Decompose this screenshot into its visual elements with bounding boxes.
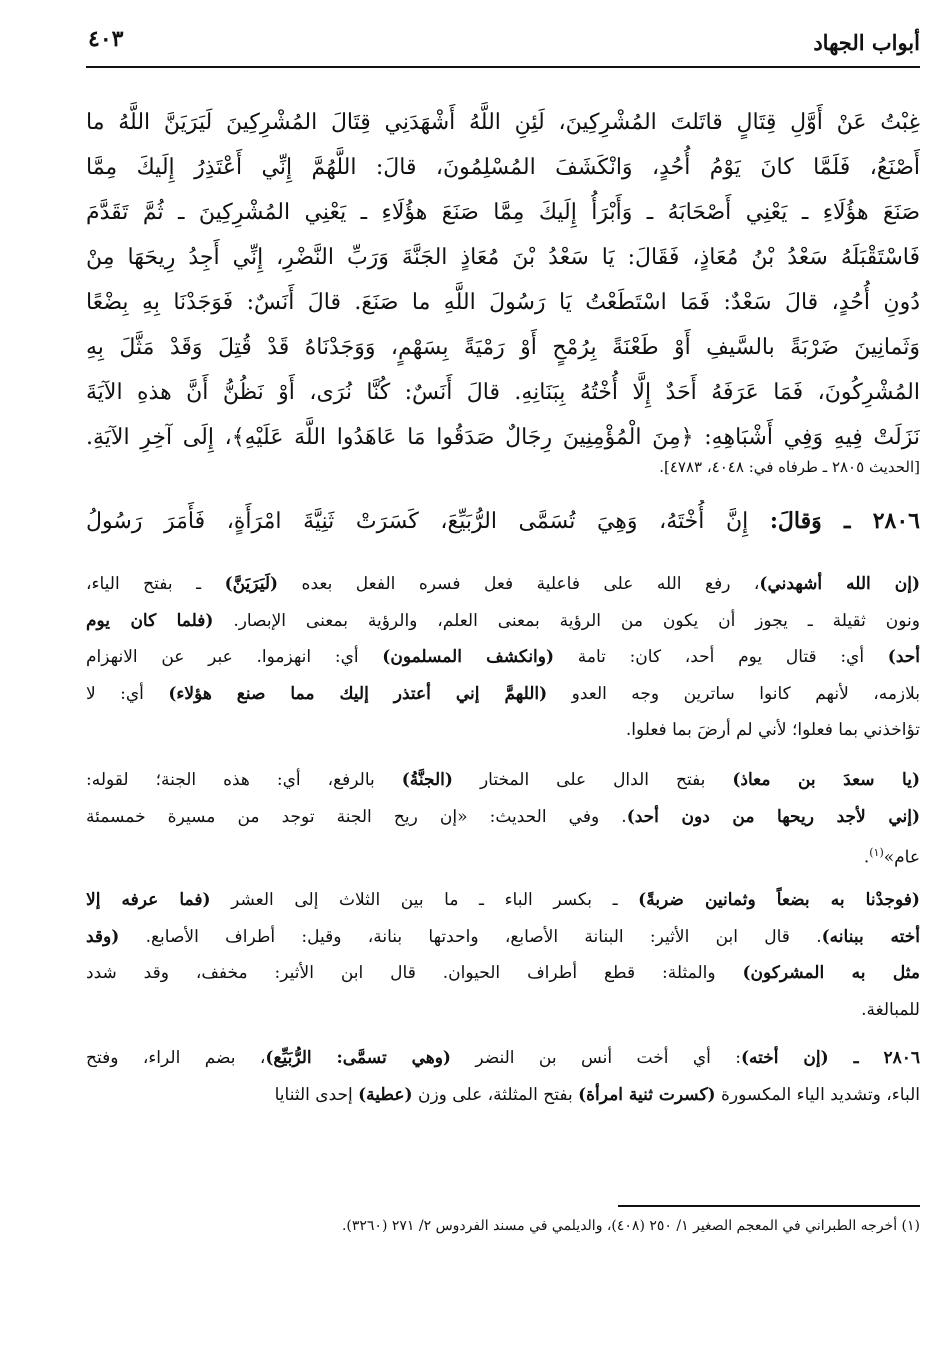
running-header-title: أبواب الجهاد (813, 30, 920, 55)
bold-lemma: (وقد (86, 926, 120, 947)
text-line (86, 603, 920, 640)
text-segment: المُشْرِكُونَ، فَمَا عَرَفَهُ أَحَدٌ إِلَّا أُخْتُهُ بِبَنَانِهِ. قالَ أَنَسٌ: كُنَّا نُرَى، أَوْ نَظُنُّ أَنَّ هذهِ الآيَةَ (86, 380, 920, 405)
text-segment: تؤاخذني بما فعلوا؛ لأني لم أرضَ بما فعلوا. (625, 720, 920, 740)
text-line (86, 566, 920, 603)
bold-lemma: (عطية) (358, 1084, 413, 1105)
footnote-text: (١) أخرجه الطبراني في المعجم الصغير ١/ ٢٥٠ (٤٠٨)، والديلمي في مسند الفردوس ٢/ ٢٧١ (٣٢٦٠). (341, 1218, 920, 1234)
footnote-divider (618, 1205, 920, 1207)
text-segment: ، بضم الراء، وفتح (86, 1048, 266, 1068)
text-line (86, 190, 920, 235)
text-line (86, 639, 920, 676)
bold-lemma: أحد) (887, 647, 920, 667)
commentary-paragraph (86, 882, 920, 1028)
footnote (86, 1212, 920, 1240)
hadith-citation (86, 452, 920, 482)
bold-lemma: (يا سعدَ بن معاذ) (732, 770, 920, 790)
text-segment: إحدى الثنايا (274, 1084, 359, 1105)
text-line (86, 100, 920, 145)
hadith-main-text (86, 100, 920, 460)
text-line (86, 235, 920, 280)
hadith-2806 (86, 500, 920, 542)
text-segment: دُونِ أُحُدٍ، قالَ سَعْدٌ: فَمَا اسْتَطَعْتُ يَا رَسُولَ اللَّهِ ما صَنَعَ. قالَ أَنَسٌ: فَوَجَدْنَا بِهِ بِضْعًا (86, 290, 920, 315)
text-segment: عام» (883, 847, 920, 868)
text-segment: : أي أخت أنس بن النضر (450, 1048, 741, 1068)
bold-lemma: (إن الله أشهدني) (759, 574, 920, 594)
hadith-text: إِنَّ أُخْتَهُ، وَهِيَ تُسَمَّى الرُّبَيِّعَ، كَسَرَتْ ثَنِيَّةَ امْرَأَةٍ، فَأَمَرَ رَسُولُ (86, 509, 770, 534)
text-line (86, 676, 920, 713)
text-line (86, 919, 920, 956)
bold-lemma: (وانكشف المسلمون) (382, 647, 555, 667)
text-line (86, 835, 920, 872)
text-segment: والمثلة: قطع أطراف الحيوان. قال ابن الأثير: مخفف، وقد شدد (86, 963, 743, 983)
header-divider (86, 66, 920, 68)
bold-lemma: (لَيَرَيَنَّ) (224, 574, 279, 594)
text-line (86, 1040, 920, 1077)
bold-lemma: (فلما كان يوم (86, 610, 214, 631)
text-segment: فَاسْتَقْبَلَهُ سَعْدُ بْنُ مُعَاذٍ، فَقَالَ: يَا سَعْدُ بْنَ مُعَاذٍ الجَنَّةَ وَرَبِّ النَّضْرِ، إِنِّي أَجِدُ رِيحَهَا مِنْ (86, 245, 920, 270)
bold-lemma: ٢٨٠٦ ـ (إن أخته) (740, 1048, 920, 1068)
bold-lemma: (فما عرفه إلا (86, 890, 211, 910)
text-segment: ونون ثقيلة ـ يجوز أن يكون من الرؤية بمعنى العلم، والرؤية بمعنى الإبصار. (213, 610, 920, 631)
bold-lemma: أخته ببنانه) (821, 926, 920, 947)
text-segment: نَزَلَتْ فِيهِ وَفِي أَشْبَاهِهِ: ﴿مِنَ الْمُؤْمِنِينَ رِجَالٌ صَدَقُوا مَا عَاهَدُوا اللَّهَ عَلَيْهِ﴾، إِلَى آخِرِ الآيَةِ. (86, 425, 920, 450)
page-number: ٤٠٣ (88, 26, 124, 52)
text-line (86, 992, 920, 1029)
text-segment: غِبْتُ عَنْ أَوَّلِ قِتَالٍ قاتَلتَ المُشْرِكِينَ، لَئِنِ اللَّهُ أَشْهَدَنِي قِتَالَ المُشْرِكِينَ لَيَرَيَنَّ اللَّهُ ما (86, 110, 920, 135)
text-segment: صَنَعَ هؤُلَاءِ ـ يَعْنِي أَصْحَابَهُ ـ وَأَبْرَأُ إِلَيكَ مِمَّا صَنَعَ هؤُلَاءِ ـ يَعْنِي المُشْرِكِينَ ـ ثُمَّ تَقَدَّمَ (86, 200, 920, 225)
text-line (86, 882, 920, 919)
text-line (86, 325, 920, 370)
text-segment: أي: لا (86, 683, 169, 704)
text-segment: الباء، وتشديد الياء المكسورة (715, 1084, 920, 1105)
text-segment: أي: انهزموا. عبر عن الانهزام (86, 647, 383, 667)
bold-lemma: (كسرت ثنية امرأة) (578, 1084, 716, 1105)
text-segment: . (863, 847, 870, 868)
bold-lemma: (وهي تسمَّى: الرُّبَيِّع) (265, 1048, 451, 1068)
commentary-paragraph (86, 1040, 920, 1113)
text-line (86, 762, 920, 799)
text-segment: بلازمه، لأنهم كانوا ساترين وجه العدو (547, 683, 920, 704)
text-segment: بالرفع، أي: هذه الجنة؛ لقوله: (86, 770, 402, 790)
text-segment: وَثَمانِينَ ضَرْبَةً بالسَّيفِ أَوْ طَعْنَةً بِرُمْحٍ أَوْ رَمْيَةً بِسَهْمٍ، وَوَجَدْنَاهُ قَدْ قُتِلَ وَقَدْ مَثَّلَ بِهِ (86, 335, 920, 360)
text-segment: . وفي الحديث: «إن ريح الجنة توجد من مسيرة خمسمئة (86, 806, 627, 827)
text-segment: بفتح الدال على المختار (452, 770, 733, 790)
citation-line: [الحديث ٢٨٠٥ ـ طرفاه في: ٤٠٤٨، ٤٧٨٣]. (659, 458, 920, 476)
text-line (86, 955, 920, 992)
text-line (86, 280, 920, 325)
text-segment: أي: قتال يوم أحد، كان: تامة (554, 647, 888, 667)
text-segment: ـ بفتح الياء، (86, 574, 225, 594)
text-segment: أَصْنَعُ، فَلَمَّا كانَ يَوْمُ أُحُدٍ، وَانْكَشَفَ المُسْلِمُونَ، قالَ: اللَّهُمَّ إِنِّي أَعْتَذِرُ إِلَيكَ مِمَّا (86, 155, 920, 180)
bold-lemma: (فوجدْنا به بضعاً وثمانين ضربةً) (638, 890, 920, 910)
text-line (86, 712, 920, 749)
bold-lemma: (اللهمَّ إني أعتذر إليك مما صنع هؤلاء) (168, 683, 548, 704)
text-segment: . قال ابن الأثير: البنانة الأصابع، واحدتها بنانة، وقيل: أطراف الأصابع. (119, 926, 822, 947)
text-line (86, 1077, 920, 1114)
footnote-ref[interactable]: (١) (869, 846, 884, 859)
hadith-number: ٢٨٠٦ ـ وَقالَ: (769, 508, 920, 534)
text-segment: بفتح المثلثة، على وزن (412, 1084, 579, 1105)
bold-lemma: (إني لأجد ريحها من دون أحد) (626, 806, 920, 827)
text-segment: ـ بكسر الباء ـ ما بين الثلاث إلى العشر (210, 890, 639, 910)
text-segment: للمبالغة. (861, 999, 920, 1020)
text-line (86, 145, 920, 190)
commentary-paragraph (86, 566, 920, 749)
text-segment: ، رفع الله على فاعلية فعل فسره الفعل بعده (278, 574, 760, 594)
commentary-paragraph (86, 762, 920, 872)
text-line (86, 799, 920, 836)
bold-lemma: مثل به المشركون) (742, 963, 920, 983)
bold-lemma: (الجنَّةُ) (401, 770, 453, 790)
text-line (86, 370, 920, 415)
